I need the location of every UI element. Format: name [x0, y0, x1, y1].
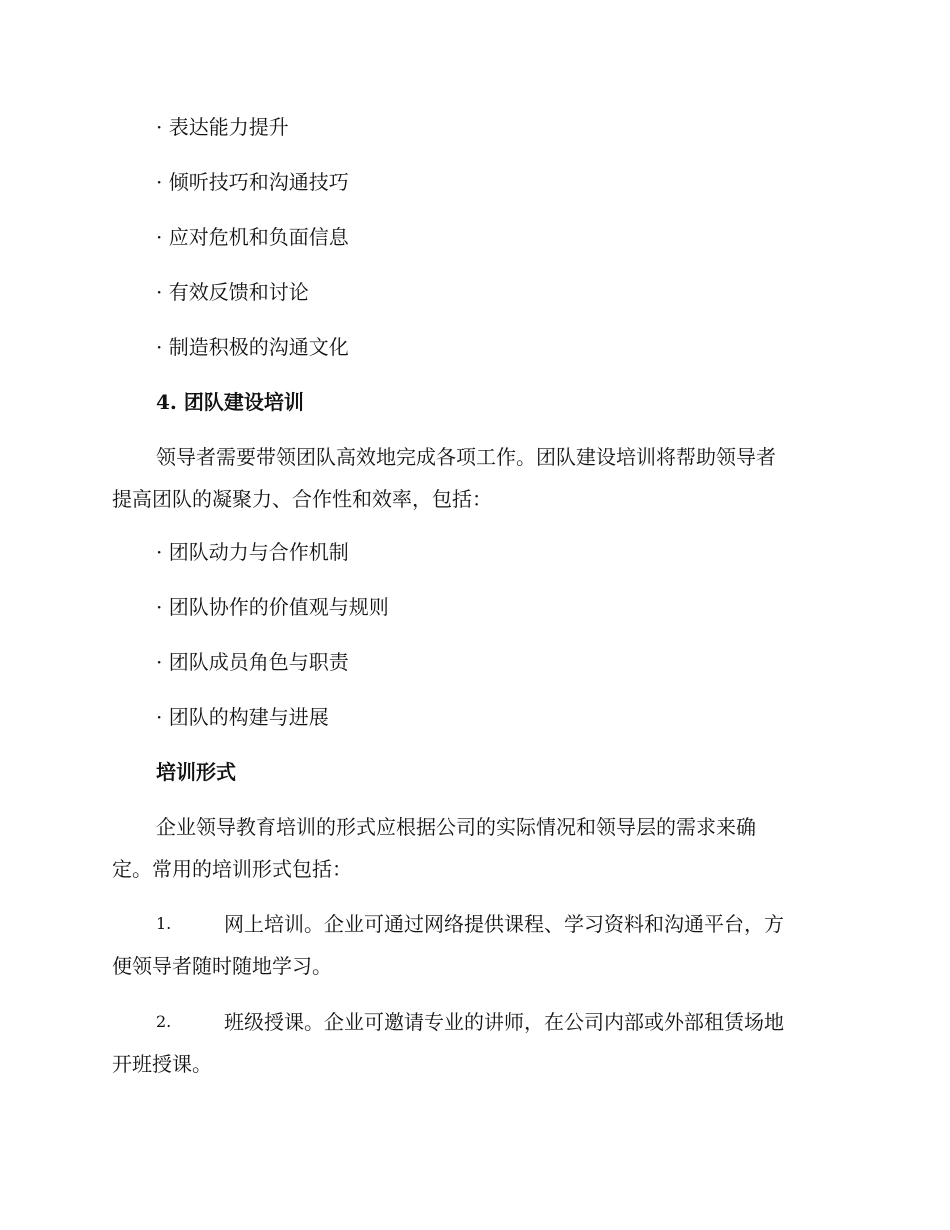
bullet-item: · 团队协作的价值观与规则 [156, 595, 389, 619]
format-intro-line: 定。常用的培训形式包括： [112, 857, 352, 881]
bullet-item: · 团队的构建与进展 [156, 705, 329, 729]
bullet-item: · 表达能力提升 [156, 115, 289, 139]
bullet-item: · 倾听技巧和沟通技巧 [156, 170, 349, 194]
bullet-item: · 有效反馈和讨论 [156, 280, 309, 304]
team-intro-line: 提高团队的凝聚力、合作性和效率，包括： [112, 487, 492, 511]
team-intro-line: 领导者需要带领团队高效地完成各项工作。团队建设培训将帮助领导者 [156, 445, 776, 469]
format-intro-line: 企业领导教育培训的形式应根据公司的实际情况和领导层的需求来确 [156, 815, 756, 839]
section-heading-format: 培训形式 [156, 760, 236, 784]
list-item-text: 开班授课。 [112, 1052, 212, 1076]
list-item-text: 网上培训。企业可通过网络提供课程、学习资料和沟通平台，方 [224, 912, 784, 936]
section-heading-team: 4. 团队建设培训 [156, 390, 304, 414]
list-number: 1. [156, 914, 172, 933]
bullet-item: · 团队动力与合作机制 [156, 540, 349, 564]
list-item-text: 班级授课。企业可邀请专业的讲师，在公司内部或外部租赁场地 [224, 1010, 784, 1034]
list-number: 2. [156, 1012, 172, 1031]
bullet-item: · 团队成员角色与职责 [156, 650, 349, 674]
list-item-text: 便领导者随时随地学习。 [112, 954, 332, 978]
bullet-item: · 应对危机和负面信息 [156, 225, 349, 249]
bullet-item: · 制造积极的沟通文化 [156, 335, 349, 359]
